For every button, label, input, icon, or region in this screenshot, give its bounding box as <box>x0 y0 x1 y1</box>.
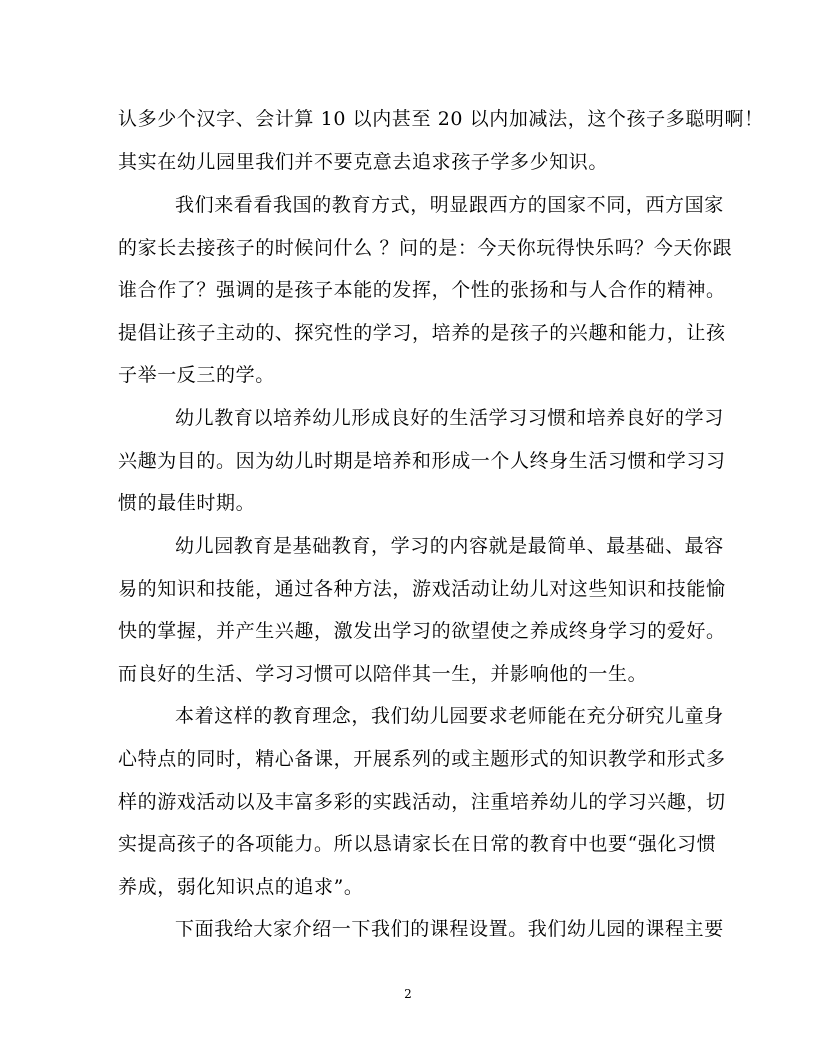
text-line: 其实在幼儿园里我们并不要克意去追求孩子学多少知识。 <box>118 151 609 173</box>
text-line: 认多少个汉字、会计算 10 以内甚至 20 以内加减法，这个孩子多聪明啊！ <box>118 108 764 130</box>
text-line: 而良好的生活、学习习惯可以陪伴其一生，并影响他的一生。 <box>118 663 648 685</box>
paragraph-first-line: 幼儿教育以培养幼儿形成良好的生活学习习惯和培养良好的学习 <box>175 407 724 429</box>
text-line: 兴趣为目的。因为幼儿时期是培养和形成一个人终身生活习惯和学习习 <box>118 450 726 472</box>
text-line: 养成，弱化知识点的追求”。 <box>118 876 364 898</box>
paragraph-first-line: 下面我给大家介绍一下我们的课程设置。我们幼儿园的课程主要 <box>175 918 724 940</box>
text-line: 谁合作了？强调的是孩子本能的发挥，个性的张扬和与人合作的精神。 <box>118 279 726 301</box>
page-number: 2 <box>404 987 412 1001</box>
text-line: 样的游戏活动以及丰富多彩的实践活动，注重培养幼儿的学习兴趣，切 <box>118 791 726 813</box>
text-line: 惯的最佳时期。 <box>118 492 256 514</box>
text-line: 快的掌握，并产生兴趣，激发出学习的欲望使之养成终身学习的爱好。 <box>118 620 726 642</box>
text-line: 子举一反三的学。 <box>118 364 275 386</box>
text-line: 心特点的同时，精心备课，开展系列的或主题形式的知识教学和形式多 <box>118 748 726 770</box>
paragraph-first-line: 幼儿园教育是基础教育，学习的内容就是最简单、最基础、最容 <box>175 535 724 557</box>
text-line: 的家长去接孩子的时候问什么 ？问的是：今天你玩得快乐吗？今天你跟 <box>118 237 733 259</box>
paragraph-first-line: 本着这样的教育理念，我们幼儿园要求老师能在充分研究儿童身 <box>175 705 724 727</box>
text-line: 实提高孩子的各项能力。所以恳请家长在日常的教育中也要“强化习惯 <box>118 833 717 855</box>
paragraph-first-line: 我们来看看我国的教育方式，明显跟西方的国家不同，西方国家 <box>175 194 724 216</box>
text-line: 提倡让孩子主动的、探究性的学习，培养的是孩子的兴趣和能力，让孩 <box>118 322 726 344</box>
text-line: 易的知识和技能，通过各种方法，游戏活动让幼儿对这些知识和技能愉 <box>118 578 726 600</box>
